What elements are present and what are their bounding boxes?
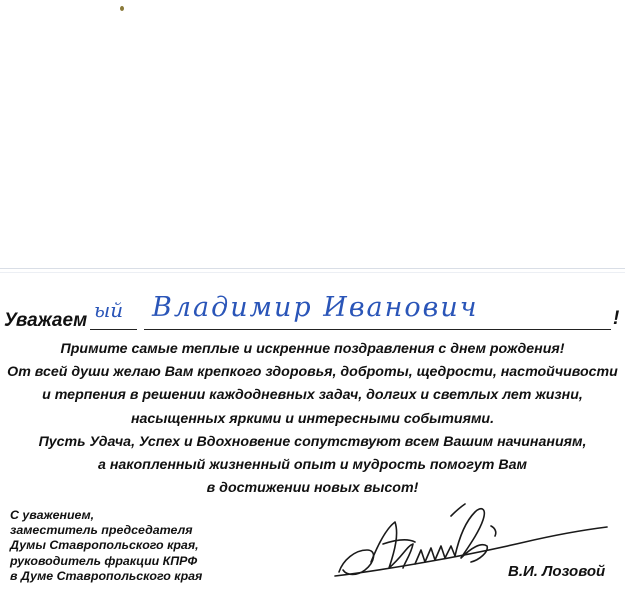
greeting-exclamation: ! <box>613 308 620 329</box>
sender-line: С уважением, <box>10 508 95 522</box>
handwritten-name: Владимир Иванович <box>152 292 479 323</box>
sender-block <box>10 508 202 584</box>
message-line: насыщенных яркими и интересными событиями. <box>130 410 495 427</box>
message-line: а накопленный жизненный опыт и мудрость помогут Вам <box>98 457 527 474</box>
sender-line: заместитель председателя <box>10 523 193 538</box>
signer-name: В.И. Лозовой <box>508 563 606 580</box>
handwritten-suffix: ый <box>94 298 124 322</box>
greeting-word: Уважаем <box>4 310 88 331</box>
fold-line <box>0 268 625 269</box>
message-line: От всей души желаю Вам крепкого здоровья, доброты, щедрости, настойчивости <box>7 364 618 381</box>
message-body <box>0 338 625 500</box>
greeting-row <box>4 292 622 334</box>
paper-speck <box>120 6 124 11</box>
message-line: и терпения в решении каждодневных задач, долгих и светлых лет жизни, <box>42 387 583 404</box>
name-underline <box>144 329 611 330</box>
suffix-underline <box>90 329 137 330</box>
sender-line: Думы Ставропольского края, <box>10 538 199 553</box>
fold-line-shadow <box>0 272 625 273</box>
sender-line: в Думе Ставропольского края <box>10 568 203 583</box>
message-line: Примите самые теплые и искренние поздравления с днем рождения! <box>60 341 565 357</box>
sender-line: руководитель фракции КПРФ <box>10 553 198 568</box>
message-line: Пусть Удача, Успех и Вдохновение сопутствуют всем Вашим начинаниям, <box>38 433 587 450</box>
message-line: в достижении новых высот! <box>206 480 419 497</box>
